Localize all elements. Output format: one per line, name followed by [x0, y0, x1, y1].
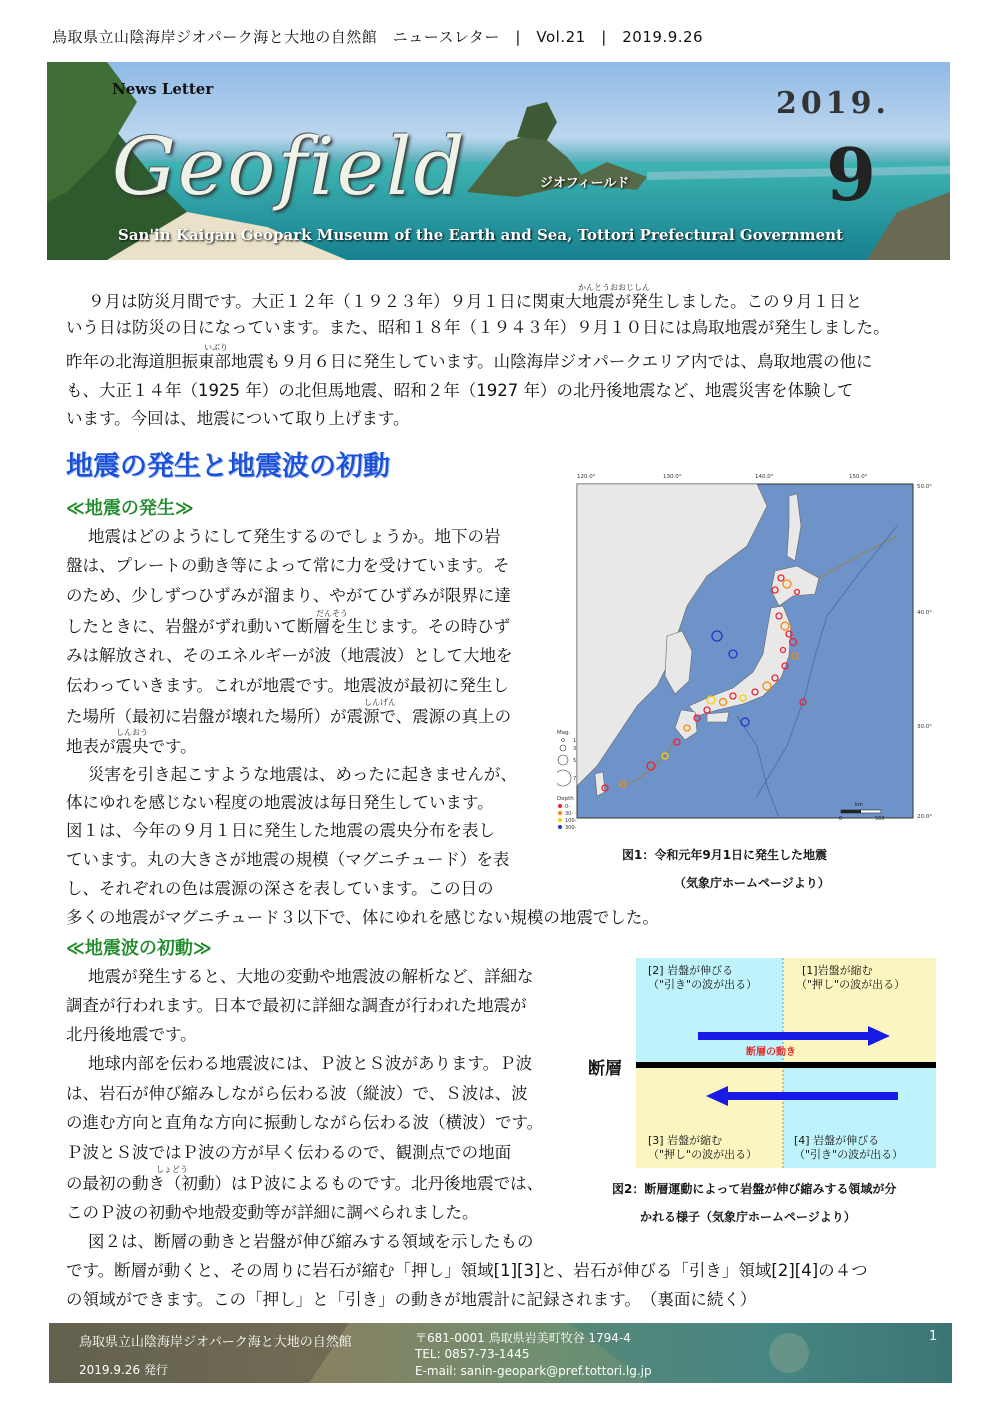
scale-0: 0 [839, 816, 843, 822]
scale-500: 500 [875, 816, 885, 822]
intro-line-3: 昨年の北海道胆振東部地震も９月６日に発生しています。山陰海岸ジオパークエリア内では、鳥取地震の他に [66, 352, 873, 371]
ruby-shinou: しんおう [116, 728, 148, 737]
quadrant3-line2: （"押し"の波が出る） [648, 1148, 758, 1161]
para1-line-7: た場所（最初に岩盤が壊れた場所）が震源で、震源の真上の [66, 707, 512, 726]
legend-depth-title: Depth [557, 796, 574, 802]
para2-line-12: の領域ができます。この「押し」と「引き」の動きが地震計に記録されます。 （裏面に続く） [66, 1290, 757, 1309]
para2-line-2: 調査が行われます。日本で最初に詳細な調査が行われた地震が [66, 996, 527, 1015]
legend-mag-1: 1 [573, 738, 577, 744]
legend-depth-300: 300- [565, 825, 577, 831]
figure2-caption: 図2：断層運動によって岩盤が伸び縮みする領域が分 [612, 1182, 897, 1196]
lon-label-120: 120.0° [577, 474, 596, 480]
legend-mag-7: 7 [573, 776, 577, 782]
para2-line-10: 図２は、断層の動きと岩盤が伸び縮みする領域を示したもの [88, 1232, 534, 1251]
para2-line-4: 地球内部を伝わる地震波には、Ｐ波とＳ波があります。Ｐ波 [88, 1054, 533, 1073]
lat-label-20: 20.0° [917, 814, 932, 820]
para1-line-4: したときに、岩盤がずれ動いて断層を生じます。その時ひず [66, 617, 511, 636]
legend-depth-100: 100- [565, 818, 577, 824]
para2-line-8: の最初の動き（初動）はＰ波によるものです。北丹後地震では、 [66, 1174, 544, 1193]
legend-mag-3: 3 [573, 746, 577, 752]
section-heading: 地震の発生と地震波の初動 [66, 451, 390, 482]
fault-label: 断層 [588, 1059, 622, 1079]
museum-name-english: San'in Kaigan Geopark Museum of the Earth and Sea, Tottori Prefectural Government [118, 226, 844, 244]
footer-bar [49, 1323, 952, 1383]
lat-label-30: 30.0° [917, 724, 932, 730]
legend-mag-title: Mag. [557, 730, 571, 736]
newsletter-title: Geofield [112, 120, 467, 213]
newsletter-title-kana: ジオフィールド [540, 176, 630, 191]
para1-line-1: 地震はどのようにして発生するのでしょうか。地下の岩 [88, 527, 501, 546]
ruby-shodou: しょどう [156, 1165, 188, 1174]
quadrant1-line1: [1]岩盤が縮む [802, 964, 873, 977]
para2-line-11: です。断層が動くと、その周りに岩石が縮む「押し」領域[1][3]と、岩石が伸びる「引き」領域[2][4]の４つ [66, 1261, 868, 1280]
legend-depth-30: 30- [565, 811, 574, 817]
para1-line-2: 盤は、プレートの動き等によって常に力を受けています。そ [66, 556, 510, 575]
figure1-source: （気象庁ホームページより） [674, 876, 830, 890]
footer-tel: TEL: 0857-73-1445 [415, 1347, 530, 1361]
para1-line-12: ています。丸の大きさが地震の規模（マグニチュード）を表 [66, 850, 510, 869]
footer-museum: 鳥取県立山陰海岸ジオパーク海と大地の自然館 [79, 1335, 352, 1350]
ruby-iburi: いぶり [204, 343, 228, 352]
para1-line-5: みは解放され、そのエネルギーが波（地震波）として大地を [66, 646, 513, 665]
footer-issued: 2019.9.26 発行 [79, 1363, 168, 1377]
figure2-caption-cont: かれる様子（気象庁ホームページより） [640, 1210, 856, 1224]
para2-line-7: Ｐ波とＳ波ではＰ波の方が早く伝わるので、観測点での地面 [66, 1143, 512, 1162]
intro-line-4: も、大正１４年（1925 年）の北但馬地震、昭和２年（1927 年）の北丹後地震など、地震災害を体験して [66, 381, 854, 400]
para1-line-6: 伝わっていきます。これが地震です。地震波が最初に発生し [66, 676, 509, 695]
para1-line-3: のため、少しずつひずみが溜まり、やがてひずみが限界に達 [66, 586, 511, 605]
para2-line-3: 北丹後地震です。 [66, 1025, 197, 1044]
legend-depth-0: 0- [565, 804, 570, 810]
scale-unit: km [855, 802, 863, 808]
footer-address: 〒681-0001 鳥取県岩美町牧谷 1794-4 [415, 1331, 631, 1345]
para2-line-1: 地震が発生すると、大地の変動や地震波の解析など、詳細な [88, 967, 534, 986]
ruby-kanto: かんとうおおじしん [578, 283, 650, 292]
footer-email[interactable]: E-mail: sanin-geopark@pref.tottori.lg.jp [415, 1364, 652, 1378]
lon-label-140: 140.0° [755, 474, 774, 480]
lat-label-40: 40.0° [917, 610, 932, 616]
ruby-shingen: しんげん [364, 698, 396, 707]
quadrant3-line1: [3] 岩盤が縮む [648, 1134, 723, 1147]
newsletter-topline: 鳥取県立山陰海岸ジオパーク海と大地の自然館 ニュースレター | Vol.21 | 2019.9.26 [52, 28, 704, 46]
intro-line-2: いう日は防災の日になっています。また、昭和１８年（１９４３年）９月１０日には鳥取地震が発生しました。 [66, 318, 890, 337]
figure2-fault-diagram [588, 958, 936, 1168]
lat-label-50: 50.0° [917, 484, 932, 490]
para1-line-9: 災害を引き起こすような地震は、めったに起きませんが、 [88, 765, 517, 784]
page-number: 1 [929, 1329, 938, 1344]
lon-label-130: 130.0° [663, 474, 682, 480]
subheading-initial-motion: ≪地震波の初動≫ [66, 938, 212, 959]
newsletter-label: News Letter [112, 80, 214, 98]
intro-line-1: ９月は防災月間です。大正１２年（１９２３年）９月１日に関東大地震が発生しました。この９月１日と [88, 292, 863, 311]
figure1-caption: 図1：令和元年9月1日に発生した地震 [622, 848, 828, 862]
para1-line-11: 図１は、今年の９月１日に発生した地震の震央分布を表し [66, 821, 495, 840]
issue-month: 9 [826, 132, 877, 217]
quadrant4-line2: （"引き"の波が出る） [794, 1148, 904, 1161]
quadrant2-line1: [2] 岩盤が伸びる [648, 964, 734, 977]
legend-mag-5: 5 [573, 758, 577, 764]
para1-line-14: 多くの地震がマグニチュード３以下で、体にゆれを感じない規模の地震でした。 [66, 908, 659, 927]
intro-line-5: います。今回は、地震について取り上げます。 [66, 409, 410, 428]
para1-line-8: 地表が震央です。 [66, 737, 197, 756]
para1-line-13: し、それぞれの色は震源の深さを表しています。この日の [66, 879, 494, 898]
figure1-earthquake-map [557, 466, 935, 840]
para2-line-6: の進む方向と直角な方向に振動しながら伝わる波（横波）です。 [66, 1113, 544, 1132]
para2-line-9: このＰ波の初動や地殻変動等が詳細に調べられました。 [66, 1203, 479, 1222]
issue-year: 2019. [776, 86, 890, 121]
fault-motion-label: 断層の動き [746, 1047, 796, 1058]
quadrant2-line2: （"引き"の波が出る） [648, 978, 758, 991]
ruby-dansou: だんそう [316, 609, 348, 618]
quadrant4-line1: [4] 岩盤が伸びる [794, 1134, 880, 1147]
para1-line-10: 体にゆれを感じない程度の地震波は毎日発生しています。 [66, 793, 494, 812]
subheading-earthquake-occurrence: ≪地震の発生≫ [66, 498, 194, 519]
para2-line-5: は、岩石が伸び縮みしながら伝わる波（縦波）で、Ｓ波は、波 [66, 1084, 528, 1103]
lon-label-150: 150.0° [849, 474, 868, 480]
quadrant1-line2: （"押し"の波が出る） [796, 978, 906, 991]
